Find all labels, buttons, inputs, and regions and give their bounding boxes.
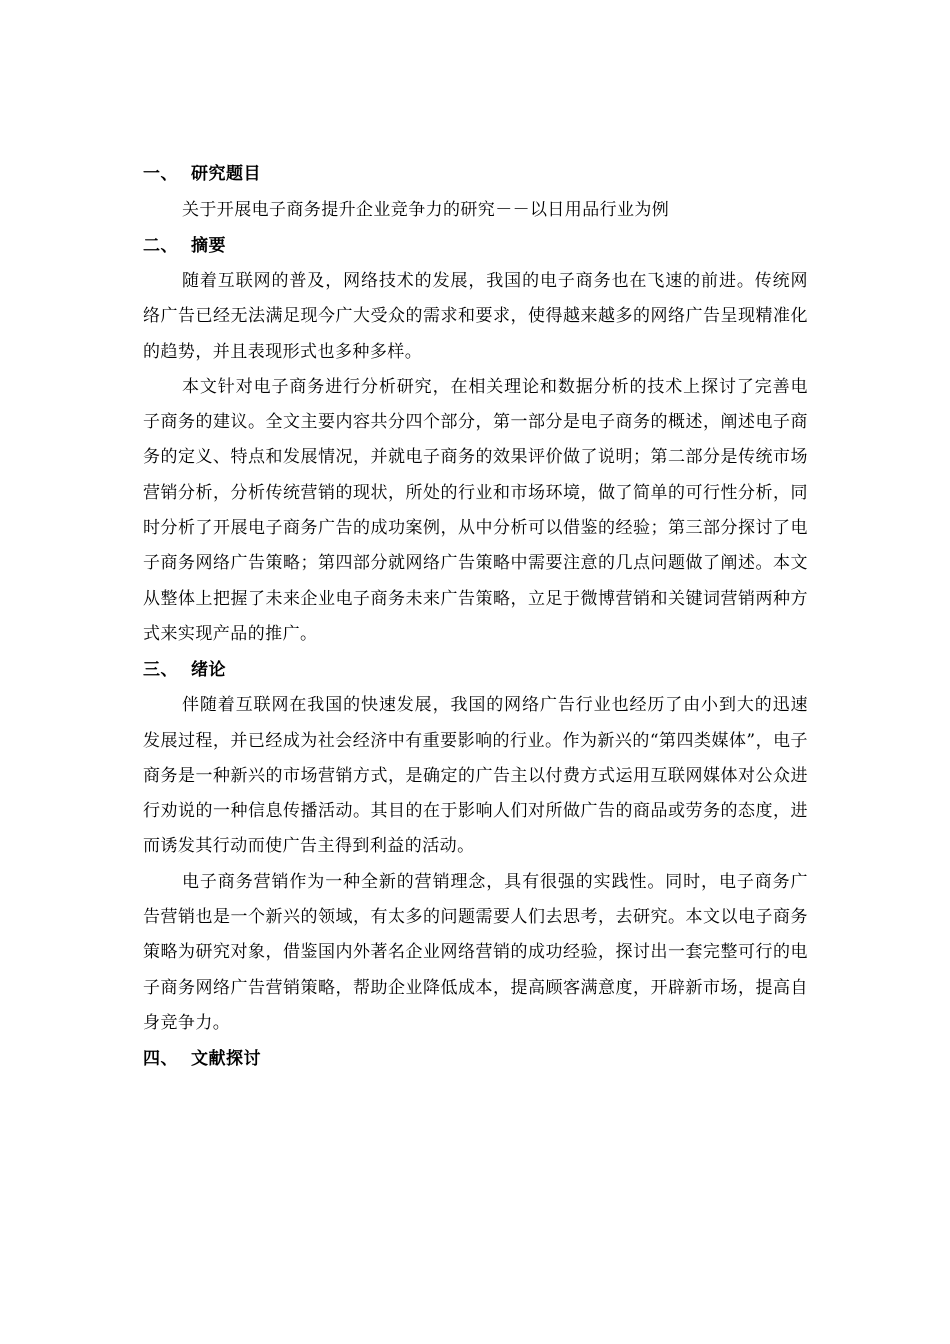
section-title: 摘要	[191, 236, 226, 256]
abstract-paragraph: 随着互联网的普及，网络技术的发展，我国的电子商务也在飞速的前进。传统网络广告已经无法满足现今广大受众的需求和要求，使得越来越多的网络广告呈现精准化的趋势，并且表现形式也多种多样。	[143, 271, 808, 362]
section-title: 绪论	[191, 660, 226, 681]
section-heading-research-topic	[143, 156, 808, 192]
introduction-paragraph: 电子商务营销作为一种全新的营销理念，具有很强的实践性。同时，电子商务广告营销也是一个新兴的领域，有太多的问题需要人们去思考，去研究。本文以电子商务策略为研究对象，借鉴国内外著名企业网络营销的成功经验，探讨出一套完整可行的电子商务网络广告营销策略，帮助企业降低成本，提高顾客满意度，开辟新市场，提高自身竞争力。	[143, 871, 808, 1033]
section-title: 研究题目	[191, 164, 261, 184]
section-heading-introduction	[143, 652, 808, 688]
section-heading-literature-review	[143, 1041, 808, 1077]
section-number: 二、	[143, 236, 178, 256]
document-body	[143, 156, 808, 1077]
section-number: 三、	[143, 660, 178, 681]
research-title: 关于开展电子商务提升企业竞争力的研究－－以日用品行业为例	[182, 200, 670, 220]
abstract-paragraph: 本文针对电子商务进行分析研究，在相关理论和数据分析的技术上探讨了完善电子商务的建议。全文主要内容共分四个部分，第一部分是电子商务的概述，阐述电子商务的定义、特点和发展情况，并就电子商务的效果评价做了说明；第二部分是传统市场营销分析，分析传统营销的现状，所处的行业和市场环境，做了简单的可行性分析，同时分析了开展电子商务广告的成功案例，从中分析可以借鉴的经验；第三部分探讨了电子商务网络广告策略；第四部分就网络广告策略中需要注意的几点问题做了阐述。本文从整体上把握了未来企业电子商务未来广告策略，立足于微博营销和关键词营销两种方式来实现产品的推广。	[143, 376, 808, 644]
section-heading-abstract	[143, 228, 808, 264]
section-number: 一、	[143, 164, 178, 184]
section-number: 四、	[143, 1049, 178, 1070]
section-title: 文献探讨	[191, 1049, 261, 1070]
introduction-paragraph: 伴随着互联网在我国的快速发展，我国的网络广告行业也经历了由小到大的迅速发展过程，并已经成为社会经济中有重要影响的行业。作为新兴的“第四类媒体”，电子商务是一种新兴的市场营销方式，是确定的广告主以付费方式运用互联网媒体对公众进行劝说的一种信息传播活动。其目的在于影响人们对所做广告的商品或劳务的态度，进而诱发其行动而使广告主得到利益的活动。	[143, 695, 808, 857]
